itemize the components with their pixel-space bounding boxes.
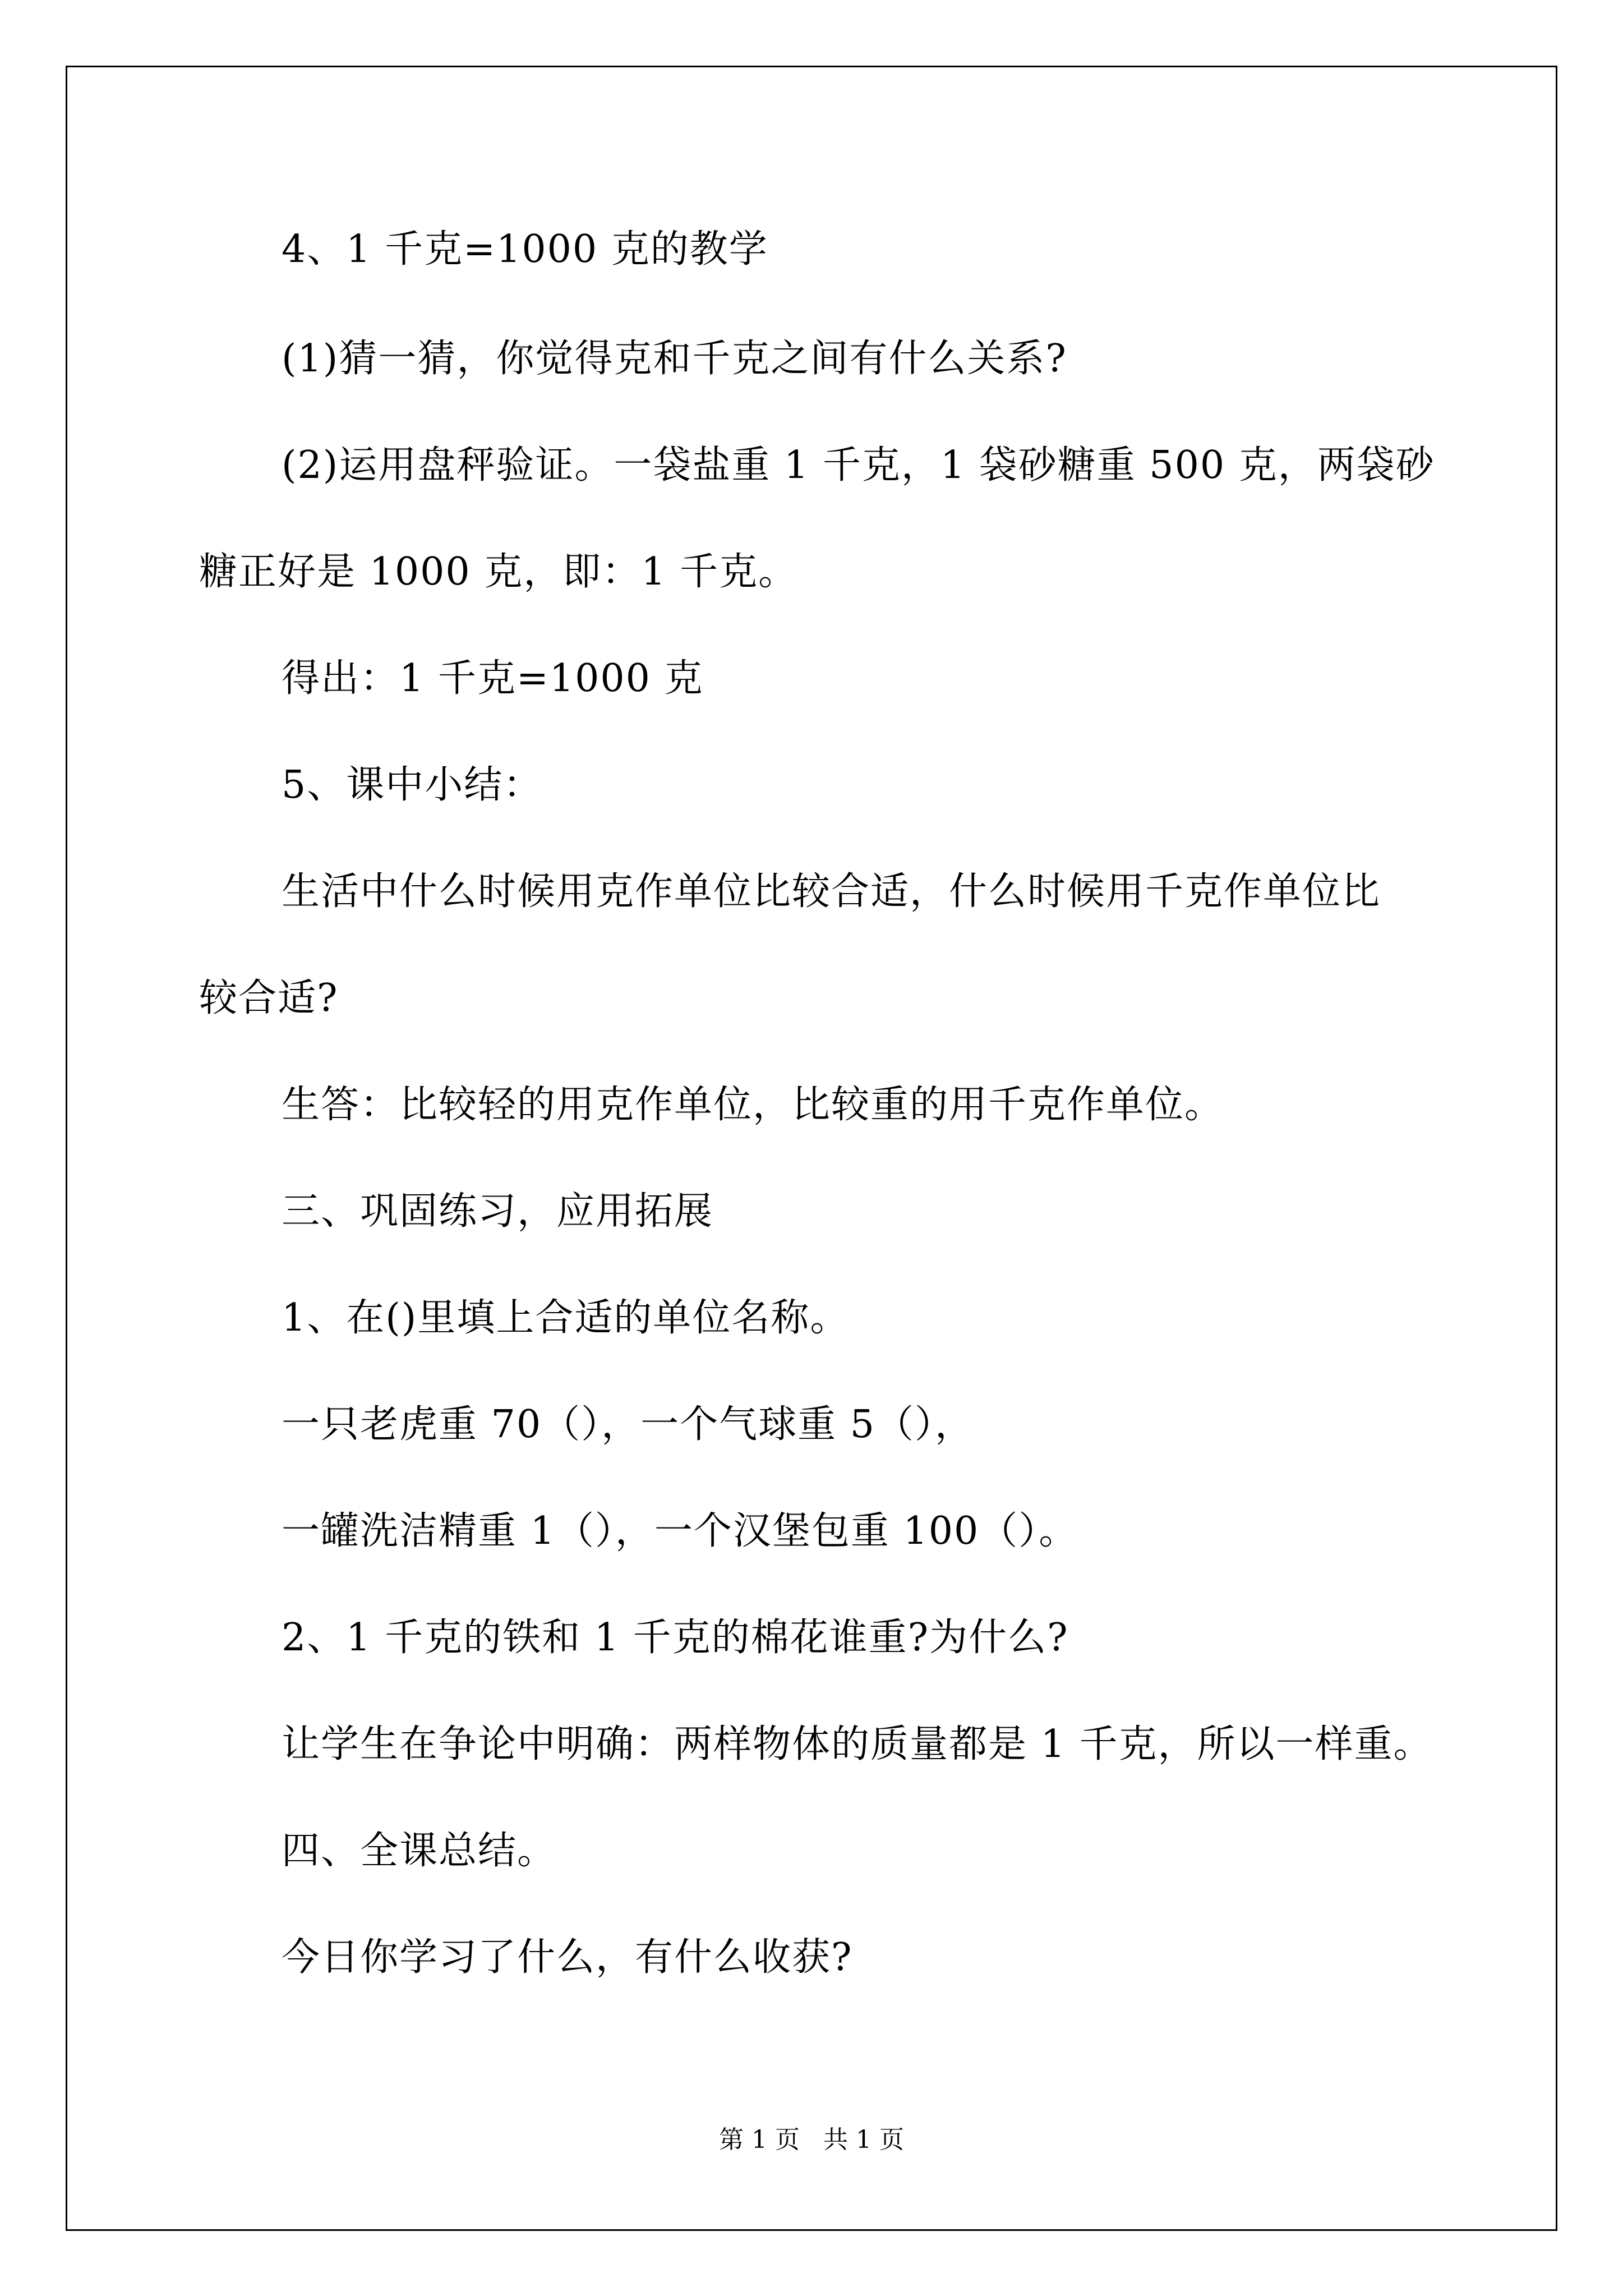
- paragraph-student-answer: 生答：比较轻的用克作单位，比较重的用千克作单位。: [282, 1083, 1224, 1127]
- paragraph-verify-line-1: (2)运用盘秤验证。一袋盐重 1 千克，1 袋砂糖重 500 克，两袋砂: [282, 443, 1435, 487]
- heading-summary: 5、课中小结：: [282, 763, 543, 807]
- heading-practice: 三、巩固练习，应用拓展: [282, 1189, 714, 1234]
- exercise-1-line-2: 一罐洗洁精重 1（），一个汉堡包重 100（）。: [282, 1509, 1078, 1553]
- paragraph-conclusion: 得出：1 千克=1000 克: [282, 656, 704, 701]
- exercise-1-line-1: 一只老虎重 70（），一个气球重 5（），: [282, 1402, 975, 1447]
- paragraph-reflection: 今日你学习了什么，有什么收获?: [282, 1935, 853, 1980]
- paragraph-verify-line-2: 糖正好是 1000 克，即：1 千克。: [199, 550, 798, 594]
- paragraph-question-line-1: 生活中什么时候用克作单位比较合适，什么时候用千克作单位比: [282, 869, 1381, 914]
- exercise-2-explanation: 让学生在争论中明确：两样物体的质量都是 1 千克，所以一样重。: [282, 1722, 1433, 1766]
- paragraph-question-line-2: 较合适?: [199, 976, 339, 1020]
- heading-lesson-summary: 四、全课总结。: [282, 1829, 557, 1873]
- exercise-2-prompt: 2、1 千克的铁和 1 千克的棉花谁重?为什么?: [282, 1616, 1069, 1660]
- heading-kg-g-teaching: 4、1 千克=1000 克的教学: [282, 227, 768, 272]
- paragraph-guess: (1)猜一猜，你觉得克和千克之间有什么关系?: [282, 337, 1067, 381]
- page-border: [66, 66, 1557, 2231]
- exercise-1-prompt: 1、在()里填上合适的单位名称。: [282, 1296, 850, 1340]
- page-footer: 第 1 页 共 1 页: [719, 2125, 904, 2154]
